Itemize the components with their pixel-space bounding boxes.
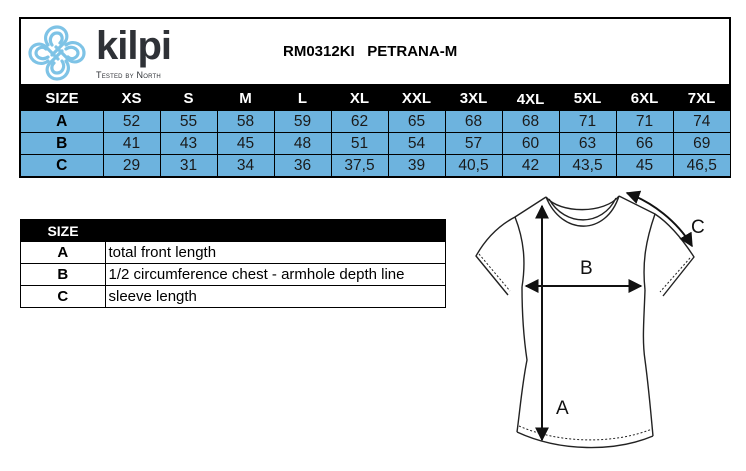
row-code: A [21, 111, 103, 133]
legend-code: B [21, 264, 106, 286]
size-table [21, 86, 730, 176]
row-code: C [21, 155, 103, 177]
table-cell: 69 [673, 133, 730, 155]
table-cell: 52 [103, 111, 160, 133]
table-cell: 68 [502, 111, 559, 133]
table-cell: 63 [559, 133, 616, 155]
table-row [21, 133, 730, 155]
size-column-header: 4XL [502, 86, 559, 111]
table-cell: 34 [217, 155, 274, 177]
product-title: RM0312KI PETRANA-M [283, 43, 458, 60]
table-cell: 45 [217, 133, 274, 155]
table-cell: 68 [445, 111, 502, 133]
size-column-header: XXL [388, 86, 445, 111]
legend-row [21, 286, 446, 308]
table-cell: 45 [616, 155, 673, 177]
table-cell: 55 [160, 111, 217, 133]
size-column-header: S [160, 86, 217, 111]
legend-description: sleeve length [105, 286, 446, 308]
table-row [21, 111, 730, 133]
table-cell: 66 [616, 133, 673, 155]
table-cell: 59 [274, 111, 331, 133]
table-cell: 36 [274, 155, 331, 177]
legend-header-blank [105, 220, 446, 242]
table-cell: 58 [217, 111, 274, 133]
diagram-label-a: A [556, 398, 569, 419]
size-header-label: SIZE [21, 86, 103, 111]
table-cell: 29 [103, 155, 160, 177]
table-cell: 54 [388, 133, 445, 155]
table-cell: 42 [502, 155, 559, 177]
table-row [21, 155, 730, 177]
table-cell: 74 [673, 111, 730, 133]
measurement-legend [20, 219, 446, 308]
table-cell: 37,5 [331, 155, 388, 177]
table-cell: 40,5 [445, 155, 502, 177]
table-cell: 39 [388, 155, 445, 177]
diagram-label-b: B [580, 258, 593, 279]
table-cell: 46,5 [673, 155, 730, 177]
legend-row [21, 242, 446, 264]
table-cell: 71 [559, 111, 616, 133]
diagram-label-c: C [691, 217, 705, 238]
table-cell: 41 [103, 133, 160, 155]
legend-header-label: SIZE [21, 220, 106, 242]
table-cell: 43 [160, 133, 217, 155]
size-chart [19, 17, 731, 178]
table-cell: 51 [331, 133, 388, 155]
table-cell: 57 [445, 133, 502, 155]
brand-wordmark: kilpi [96, 24, 172, 68]
size-header-row [21, 86, 730, 111]
knot-logo-icon [26, 23, 88, 83]
legend-code: C [21, 286, 106, 308]
tshirt-measurement-diagram [460, 180, 746, 470]
brand-tagline: Tested by North [96, 70, 161, 80]
table-cell: 60 [502, 133, 559, 155]
size-column-header: 7XL [673, 86, 730, 111]
table-cell: 48 [274, 133, 331, 155]
legend-header-row [21, 220, 446, 242]
table-cell: 62 [331, 111, 388, 133]
table-cell: 31 [160, 155, 217, 177]
size-column-header: XS [103, 86, 160, 111]
legend-code: A [21, 242, 106, 264]
legend-description: total front length [105, 242, 446, 264]
table-cell: 71 [616, 111, 673, 133]
table-cell: 65 [388, 111, 445, 133]
size-column-header: XL [331, 86, 388, 111]
size-column-header: 6XL [616, 86, 673, 111]
chart-header [21, 19, 729, 86]
size-column-header: L [274, 86, 331, 111]
size-column-header: 5XL [559, 86, 616, 111]
legend-description: 1/2 circumference chest - armhole depth line [105, 264, 446, 286]
size-column-header: 3XL [445, 86, 502, 111]
table-cell: 43,5 [559, 155, 616, 177]
row-code: B [21, 133, 103, 155]
legend-row [21, 264, 446, 286]
brand-logo [26, 23, 186, 83]
size-column-header: M [217, 86, 274, 111]
